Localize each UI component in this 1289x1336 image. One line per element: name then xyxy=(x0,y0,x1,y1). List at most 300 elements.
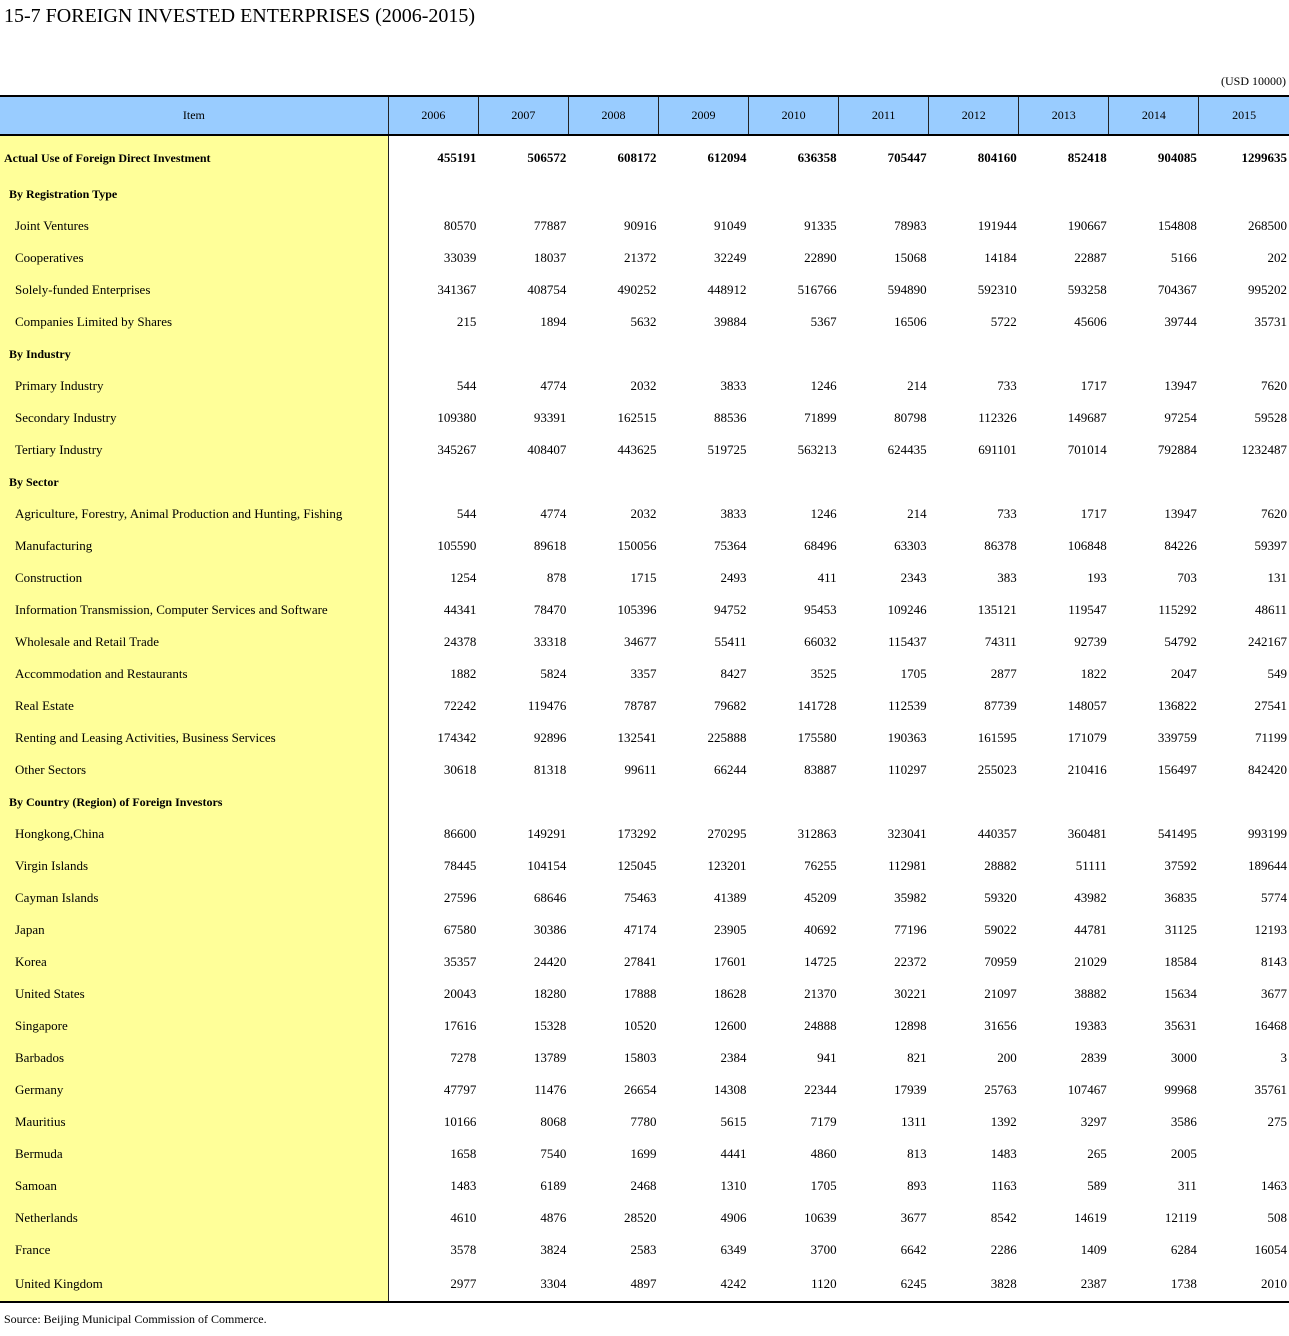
value-cell: 508 xyxy=(1267,1210,1287,1225)
value-cell: 10520 xyxy=(623,1018,657,1033)
column-header-year: 2015 xyxy=(1199,96,1289,135)
table-row xyxy=(0,626,1289,658)
value-cell: 89618 xyxy=(533,538,567,553)
value-cell: 77887 xyxy=(533,218,567,233)
value-cell: 2877 xyxy=(990,666,1017,681)
value-cell: 30618 xyxy=(443,762,477,777)
value-cell xyxy=(658,786,748,818)
value-cell: 24378 xyxy=(443,634,477,649)
value-cell: 92739 xyxy=(1074,634,1107,649)
row-label: Actual Use of Foreign Direct Investment xyxy=(0,135,388,178)
value-cell: 733 xyxy=(997,378,1017,393)
value-cell: 3677 xyxy=(900,1210,927,1225)
row-label: Hongkong,China xyxy=(0,818,388,850)
row-label: Wholesale and Retail Trade xyxy=(0,626,388,658)
value-cell: 804160 xyxy=(977,150,1017,165)
value-cell: 904085 xyxy=(1157,150,1197,165)
value-cell: 1409 xyxy=(1080,1242,1107,1257)
unit-label: (USD 10000) xyxy=(1221,74,1286,88)
value-cell: 35357 xyxy=(443,954,477,969)
value-cell: 156497 xyxy=(1157,762,1197,777)
value-cell: 1463 xyxy=(1261,1178,1287,1193)
value-cell: 15328 xyxy=(533,1018,567,1033)
column-header-year: 2008 xyxy=(568,96,658,135)
value-cell: 59022 xyxy=(984,922,1017,937)
value-cell: 255023 xyxy=(977,762,1017,777)
table-row xyxy=(0,402,1289,434)
row-label: Primary Industry xyxy=(0,370,388,402)
value-cell: 593258 xyxy=(1067,282,1107,297)
value-cell: 3304 xyxy=(540,1275,567,1291)
value-cell: 44781 xyxy=(1074,922,1107,937)
value-cell: 21370 xyxy=(804,986,837,1001)
value-cell xyxy=(1199,178,1289,210)
value-cell: 490252 xyxy=(617,282,657,297)
column-header-year: 2014 xyxy=(1109,96,1199,135)
value-cell: 242167 xyxy=(1248,634,1287,649)
value-cell: 2286 xyxy=(990,1242,1017,1257)
value-cell: 99611 xyxy=(624,762,657,777)
value-cell: 519725 xyxy=(707,442,747,457)
value-cell xyxy=(568,466,658,498)
value-cell: 624435 xyxy=(887,442,927,457)
value-cell: 28882 xyxy=(984,858,1017,873)
value-cell: 189644 xyxy=(1248,858,1287,873)
value-cell: 21097 xyxy=(984,986,1017,1001)
value-cell: 214 xyxy=(907,378,927,393)
value-cell xyxy=(478,178,568,210)
value-cell xyxy=(929,338,1019,370)
value-cell: 7780 xyxy=(630,1114,657,1129)
value-cell: 3525 xyxy=(810,666,837,681)
value-cell: 67580 xyxy=(443,922,477,937)
value-cell xyxy=(1109,178,1199,210)
table-row xyxy=(0,914,1289,946)
value-cell xyxy=(1199,786,1289,818)
value-cell: 5632 xyxy=(630,314,657,329)
value-cell: 14725 xyxy=(804,954,837,969)
value-cell: 1882 xyxy=(450,666,477,681)
table-row xyxy=(0,1138,1289,1170)
value-cell: 5774 xyxy=(1261,890,1287,905)
table-row xyxy=(0,722,1289,754)
value-cell: 345267 xyxy=(437,442,477,457)
row-label: Netherlands xyxy=(0,1202,388,1234)
value-cell: 33039 xyxy=(443,250,477,265)
row-label: United Kingdom xyxy=(0,1266,388,1302)
value-cell: 59397 xyxy=(1254,538,1287,553)
value-cell: 21029 xyxy=(1074,954,1107,969)
value-cell: 705447 xyxy=(887,150,927,165)
row-label: Manufacturing xyxy=(0,530,388,562)
table-row xyxy=(0,1234,1289,1266)
value-cell: 995202 xyxy=(1248,282,1287,297)
value-cell: 70959 xyxy=(984,954,1017,969)
row-label: Information Transmission, Computer Services and Software xyxy=(0,594,388,626)
value-cell: 360481 xyxy=(1067,826,1107,841)
value-cell: 104154 xyxy=(527,858,567,873)
value-cell: 161595 xyxy=(977,730,1017,745)
value-cell: 17939 xyxy=(894,1082,927,1097)
value-cell: 75364 xyxy=(714,538,747,553)
value-cell: 4860 xyxy=(810,1146,837,1161)
value-cell: 78470 xyxy=(533,602,567,617)
value-cell: 589 xyxy=(1087,1178,1107,1193)
value-cell: 3828 xyxy=(990,1275,1017,1291)
value-cell: 4897 xyxy=(630,1275,657,1291)
value-cell: 14184 xyxy=(984,250,1017,265)
value-cell: 18280 xyxy=(533,986,567,1001)
value-cell xyxy=(388,466,478,498)
value-cell xyxy=(1199,338,1289,370)
value-cell: 516766 xyxy=(797,282,837,297)
value-cell: 3357 xyxy=(630,666,657,681)
value-cell: 115292 xyxy=(1158,602,1197,617)
value-cell xyxy=(388,786,478,818)
value-cell: 77196 xyxy=(894,922,927,937)
table-row xyxy=(0,690,1289,722)
value-cell: 110297 xyxy=(888,762,927,777)
value-cell: 3000 xyxy=(1170,1050,1197,1065)
value-cell xyxy=(568,786,658,818)
value-cell: 86378 xyxy=(984,538,1017,553)
column-header-year: 2009 xyxy=(658,96,748,135)
value-cell: 34677 xyxy=(623,634,657,649)
value-cell: 15068 xyxy=(894,250,927,265)
value-cell: 25763 xyxy=(984,1082,1017,1097)
table-row xyxy=(0,306,1289,338)
row-label: Barbados xyxy=(0,1042,388,1074)
value-cell: 115437 xyxy=(888,634,927,649)
value-cell: 191944 xyxy=(977,218,1017,233)
value-cell: 3297 xyxy=(1080,1114,1107,1129)
value-cell: 8143 xyxy=(1261,954,1287,969)
table-row xyxy=(0,1074,1289,1106)
value-cell: 1717 xyxy=(1080,378,1107,393)
value-cell: 193 xyxy=(1087,570,1107,585)
value-cell: 22890 xyxy=(804,250,837,265)
value-cell: 16054 xyxy=(1254,1242,1287,1257)
value-cell: 1738 xyxy=(1170,1275,1197,1291)
column-header-year: 2011 xyxy=(839,96,929,135)
row-label: Tertiary Industry xyxy=(0,434,388,466)
value-cell: 66244 xyxy=(714,762,747,777)
value-cell: 2032 xyxy=(630,378,657,393)
value-cell: 150056 xyxy=(617,538,657,553)
value-cell: 109246 xyxy=(887,602,927,617)
table-row xyxy=(0,754,1289,786)
table-row xyxy=(0,1106,1289,1138)
value-cell xyxy=(658,178,748,210)
value-cell: 594890 xyxy=(887,282,927,297)
value-cell: 91049 xyxy=(714,218,747,233)
row-label: Mauritius xyxy=(0,1106,388,1138)
value-cell: 123201 xyxy=(707,858,747,873)
value-cell: 2384 xyxy=(720,1050,747,1065)
value-cell: 703 xyxy=(1177,570,1197,585)
value-cell: 7540 xyxy=(540,1146,567,1161)
value-cell: 8427 xyxy=(720,666,747,681)
value-cell: 636358 xyxy=(797,150,837,165)
value-cell: 26654 xyxy=(623,1082,657,1097)
row-label: By Sector xyxy=(0,466,388,498)
value-cell: 16506 xyxy=(894,314,927,329)
value-cell: 1705 xyxy=(900,666,927,681)
value-cell: 119476 xyxy=(527,698,567,713)
table-row xyxy=(0,242,1289,274)
table-row xyxy=(0,946,1289,978)
value-cell: 265 xyxy=(1087,1146,1107,1161)
value-cell: 18037 xyxy=(533,250,567,265)
value-cell: 1699 xyxy=(630,1146,657,1161)
value-cell: 15634 xyxy=(1164,986,1197,1001)
value-cell: 40692 xyxy=(804,922,837,937)
value-cell: 18584 xyxy=(1164,954,1197,969)
value-cell xyxy=(749,338,839,370)
value-cell xyxy=(658,466,748,498)
value-cell: 215 xyxy=(456,314,477,329)
value-cell: 549 xyxy=(1267,666,1287,681)
value-cell xyxy=(388,178,478,210)
value-cell: 792884 xyxy=(1157,442,1197,457)
table-row xyxy=(0,1010,1289,1042)
value-cell xyxy=(839,786,929,818)
value-cell xyxy=(1109,786,1199,818)
value-cell: 27596 xyxy=(443,890,477,905)
value-cell xyxy=(1109,466,1199,498)
value-cell: 17616 xyxy=(443,1018,477,1033)
value-cell: 80798 xyxy=(894,410,927,425)
value-cell: 22887 xyxy=(1074,250,1107,265)
value-cell: 14619 xyxy=(1074,1210,1107,1225)
value-cell: 68496 xyxy=(804,538,837,553)
value-cell: 544 xyxy=(456,378,477,393)
value-cell: 563213 xyxy=(797,442,837,457)
value-cell: 852418 xyxy=(1067,150,1107,165)
value-cell: 141728 xyxy=(797,698,837,713)
table-row xyxy=(0,370,1289,402)
value-cell: 1299635 xyxy=(1241,150,1287,165)
value-cell: 112539 xyxy=(888,698,927,713)
value-cell: 3677 xyxy=(1261,986,1287,1001)
row-label: Singapore xyxy=(0,1010,388,1042)
value-cell: 109380 xyxy=(437,410,477,425)
value-cell xyxy=(478,466,568,498)
value-cell: 4774 xyxy=(540,378,567,393)
value-cell: 2005 xyxy=(1170,1146,1197,1161)
value-cell: 79682 xyxy=(714,698,747,713)
value-cell: 12600 xyxy=(714,1018,747,1033)
value-cell: 13947 xyxy=(1164,506,1197,521)
value-cell: 131 xyxy=(1267,570,1287,585)
value-cell xyxy=(1019,178,1109,210)
value-cell xyxy=(749,786,839,818)
row-label: Korea xyxy=(0,946,388,978)
value-cell: 76255 xyxy=(804,858,837,873)
value-cell: 71199 xyxy=(1254,730,1287,745)
value-cell: 1392 xyxy=(990,1114,1017,1129)
value-cell xyxy=(749,466,839,498)
value-cell: 173292 xyxy=(617,826,657,841)
value-cell: 7179 xyxy=(810,1114,837,1129)
value-cell: 612094 xyxy=(707,150,747,165)
value-cell: 162515 xyxy=(617,410,657,425)
value-cell: 1310 xyxy=(720,1178,747,1193)
value-cell: 3833 xyxy=(720,506,747,521)
value-cell: 37592 xyxy=(1164,858,1197,873)
value-cell xyxy=(1199,1138,1289,1170)
value-cell: 54792 xyxy=(1164,634,1197,649)
value-cell: 81318 xyxy=(533,762,567,777)
section-header-row xyxy=(0,338,1289,370)
value-cell: 45209 xyxy=(804,890,837,905)
row-label: By Registration Type xyxy=(0,178,388,210)
value-cell: 8068 xyxy=(540,1114,567,1129)
value-cell: 4610 xyxy=(450,1210,477,1225)
value-cell: 105590 xyxy=(437,538,477,553)
value-cell: 75463 xyxy=(623,890,657,905)
value-cell: 125045 xyxy=(617,858,657,873)
value-cell: 175580 xyxy=(797,730,837,745)
value-cell: 44341 xyxy=(443,602,477,617)
value-cell: 6189 xyxy=(540,1178,567,1193)
value-cell: 174342 xyxy=(437,730,477,745)
value-cell: 2047 xyxy=(1170,666,1197,681)
value-cell xyxy=(1109,338,1199,370)
value-cell: 22344 xyxy=(804,1082,837,1097)
value-cell: 2010 xyxy=(1261,1275,1287,1291)
value-cell: 149291 xyxy=(527,826,567,841)
value-cell: 55411 xyxy=(714,634,747,649)
value-cell xyxy=(929,466,1019,498)
value-cell: 93391 xyxy=(533,410,567,425)
value-cell: 993199 xyxy=(1248,826,1287,841)
value-cell: 448912 xyxy=(707,282,747,297)
value-cell: 268500 xyxy=(1248,218,1287,233)
value-cell: 2583 xyxy=(630,1242,657,1257)
column-header-year: 2006 xyxy=(388,96,478,135)
row-label: Cayman Islands xyxy=(0,882,388,914)
value-cell xyxy=(929,786,1019,818)
value-cell: 74311 xyxy=(984,634,1017,649)
value-cell: 323041 xyxy=(887,826,927,841)
value-cell: 1163 xyxy=(991,1178,1017,1193)
value-cell: 1715 xyxy=(630,570,657,585)
table-row xyxy=(0,274,1289,306)
value-cell: 6642 xyxy=(900,1242,927,1257)
value-cell: 28520 xyxy=(623,1210,657,1225)
value-cell: 39884 xyxy=(714,314,747,329)
value-cell: 84226 xyxy=(1164,538,1197,553)
value-cell: 20043 xyxy=(443,986,477,1001)
value-cell: 5615 xyxy=(720,1114,747,1129)
table-row xyxy=(0,1042,1289,1074)
value-cell: 2468 xyxy=(630,1178,657,1193)
value-cell: 813 xyxy=(907,1146,927,1161)
value-cell: 506572 xyxy=(527,150,567,165)
value-cell xyxy=(658,338,748,370)
row-label: United States xyxy=(0,978,388,1010)
column-header-year: 2010 xyxy=(749,96,839,135)
value-cell: 3824 xyxy=(540,1242,567,1257)
value-cell: 225888 xyxy=(707,730,747,745)
value-cell: 16468 xyxy=(1254,1018,1287,1033)
row-label: Companies Limited by Shares xyxy=(0,306,388,338)
value-cell: 12898 xyxy=(894,1018,927,1033)
value-cell: 154808 xyxy=(1157,218,1197,233)
table-row xyxy=(0,658,1289,690)
value-cell: 443625 xyxy=(617,442,657,457)
value-cell: 45606 xyxy=(1074,314,1107,329)
value-cell: 78787 xyxy=(623,698,657,713)
value-cell: 31656 xyxy=(984,1018,1017,1033)
value-cell: 149687 xyxy=(1067,410,1107,425)
value-cell: 7620 xyxy=(1261,506,1287,521)
value-cell: 339759 xyxy=(1157,730,1197,745)
row-label: Agriculture, Forestry, Animal Production and Hunting, Fishing xyxy=(0,498,388,530)
value-cell: 23905 xyxy=(714,922,747,937)
value-cell: 893 xyxy=(907,1178,927,1193)
section-header-row xyxy=(0,178,1289,210)
value-cell: 27841 xyxy=(623,954,657,969)
data-table xyxy=(0,95,1289,1303)
value-cell xyxy=(478,338,568,370)
value-cell: 2387 xyxy=(1080,1275,1107,1291)
value-cell: 6284 xyxy=(1170,1242,1197,1257)
value-cell: 190363 xyxy=(887,730,927,745)
value-cell: 878 xyxy=(546,570,567,585)
section-header-row xyxy=(0,786,1289,818)
value-cell: 119547 xyxy=(1068,602,1107,617)
table-row xyxy=(0,818,1289,850)
value-cell: 71899 xyxy=(804,410,837,425)
value-cell: 13789 xyxy=(533,1050,567,1065)
value-cell: 97254 xyxy=(1164,410,1197,425)
value-cell xyxy=(478,786,568,818)
row-label: Japan xyxy=(0,914,388,946)
value-cell: 941 xyxy=(817,1050,837,1065)
value-cell: 14308 xyxy=(714,1082,747,1097)
value-cell xyxy=(929,178,1019,210)
table-row xyxy=(0,978,1289,1010)
value-cell: 12193 xyxy=(1254,922,1287,937)
value-cell: 2032 xyxy=(630,506,657,521)
value-cell: 5722 xyxy=(990,314,1017,329)
column-header-year: 2013 xyxy=(1019,96,1109,135)
value-cell: 1120 xyxy=(811,1275,837,1291)
value-cell: 88536 xyxy=(714,410,747,425)
row-label: Accommodation and Restaurants xyxy=(0,658,388,690)
value-cell: 1246 xyxy=(810,378,837,393)
column-header-year: 2007 xyxy=(478,96,568,135)
value-cell: 3 xyxy=(1280,1050,1287,1065)
row-label: Renting and Leasing Activities, Business Services xyxy=(0,722,388,754)
table-body xyxy=(0,135,1289,1302)
value-cell: 1311 xyxy=(901,1114,927,1129)
value-cell: 455191 xyxy=(437,150,477,165)
value-cell: 7620 xyxy=(1261,378,1287,393)
value-cell: 148057 xyxy=(1067,698,1107,713)
value-cell: 1254 xyxy=(450,570,477,585)
value-cell: 408754 xyxy=(527,282,567,297)
row-label: Real Estate xyxy=(0,690,388,722)
value-cell: 135121 xyxy=(977,602,1017,617)
value-cell: 3586 xyxy=(1170,1114,1197,1129)
value-cell: 92896 xyxy=(533,730,567,745)
value-cell: 200 xyxy=(997,1050,1017,1065)
value-cell: 4876 xyxy=(540,1210,567,1225)
value-cell: 30386 xyxy=(533,922,567,937)
